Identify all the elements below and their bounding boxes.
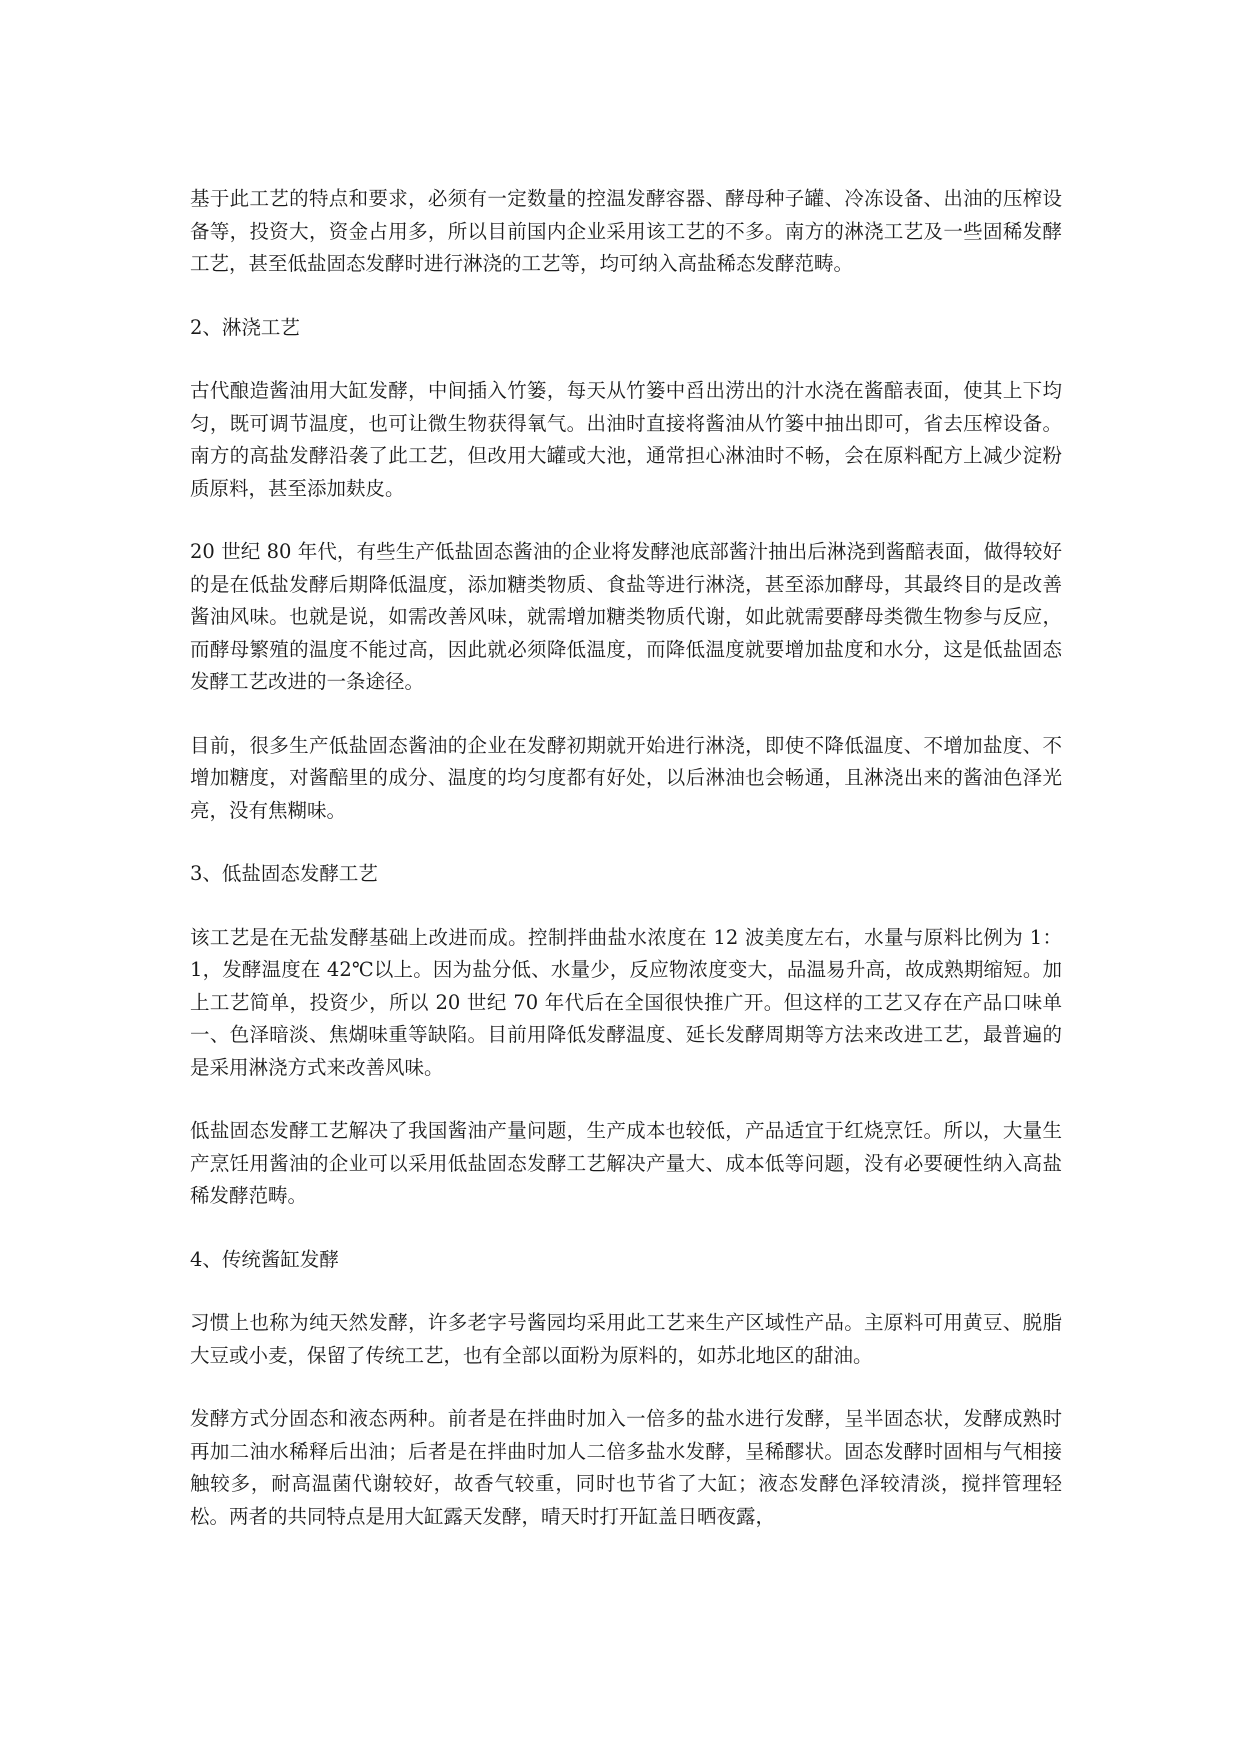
paragraph: 古代酿造酱油用大缸发酵，中间插入竹篓，每天从竹篓中舀出涝出的汁水浇在酱醅表面，使其上下均匀，既可调节温度，也可让微生物获得氧气。出油时直接将酱油从竹篓中抽出即可，省去压榨设备。南方的高盐发酵沿袭了此工艺，但改用大罐或大池，通常担心淋油时不畅，会在原料配方上减少淀粉质原料，甚至添加麸皮。 (190, 379, 1062, 500)
document-body (190, 183, 1062, 1564)
paragraph: 该工艺是在无盐发酵基础上改进而成。控制拌曲盐水浓度在 12 波美度左右，水量与原料比例为 1：1，发酵温度在 42℃以上。因为盐分低、水量少，反应物浓度变大，品温易升高，故成熟期缩短。加上工艺简单，投资少，所以 20 世纪 70 年代后在全国很快推广开。但这样的工艺又存在产品口味单一、色泽暗淡、焦煳味重等缺陷。目前用降低发酵温度、延长发酵周期等方法来改进工艺，最普遍的是采用淋浇方式来改善风味。 (190, 925, 1062, 1079)
section-heading: 2、淋浇工艺 (190, 315, 300, 339)
section-heading: 4、传统酱缸发酵 (190, 1247, 339, 1271)
paragraph: 发酵方式分固态和液态两种。前者是在拌曲时加入一倍多的盐水进行发酵，呈半固态状，发酵成熟时再加二油水稀释后出油；后者是在拌曲时加人二倍多盐水发酵，呈稀醪状。固态发酵时固相与气相接触较多，耐高温菌代谢较好，故香气较重，同时也节省了大缸；液态发酵色泽较清淡，搅拌管理轻松。两者的共同特点是用大缸露天发酵，晴天时打开缸盖日晒夜露， (190, 1407, 1062, 1528)
paragraph: 基于此工艺的特点和要求，必须有一定数量的控温发酵容器、酵母种子罐、冷冻设备、出油的压榨设备等，投资大，资金占用多，所以目前国内企业采用该工艺的不多。南方的淋浇工艺及一些固稀发酵工艺，甚至低盐固态发酵时进行淋浇的工艺等，均可纳入高盐稀态发酵范畴。 (190, 187, 1062, 275)
paragraph: 习惯上也称为纯天然发酵，许多老字号酱园均采用此工艺来生产区域性产品。主原料可用黄豆、脱脂大豆或小麦，保留了传统工艺，也有全部以面粉为原料的，如苏北地区的甜油。 (190, 1311, 1062, 1367)
paragraph: 目前，很多生产低盐固态酱油的企业在发酵初期就开始进行淋浇，即使不降低温度、不增加盐度、不增加糖度，对酱醅里的成分、温度的均匀度都有好处，以后淋油也会畅通，且淋浇出来的酱油色泽光亮，没有焦糊味。 (190, 733, 1062, 822)
paragraph: 低盐固态发酵工艺解决了我国酱油产量问题，生产成本也较低，产品适宜于红烧烹饪。所以，大量生产烹饪用酱油的企业可以采用低盐固态发酵工艺解决产量大、成本低等问题，没有必要硬性纳入高盐稀发酵范畴。 (190, 1119, 1062, 1207)
section-heading: 3、低盐固态发酵工艺 (190, 862, 378, 885)
paragraph: 20 世纪 80 年代，有些生产低盐固态酱油的企业将发酵池底部酱汁抽出后淋浇到酱醅表面，做得较好的是在低盐发酵后期降低温度，添加糖类物质、食盐等进行淋浇，甚至添加酵母，其最终目的是改善酱油风味。也就是说，如需改善风味，就需增加糖类物质代谢，如此就需要酵母类微生物参与反应，而酵母繁殖的温度不能过高，因此就必须降低温度，而降低温度就要增加盐度和水分，这是低盐固态发酵工艺改进的一条途径。 (190, 540, 1062, 693)
